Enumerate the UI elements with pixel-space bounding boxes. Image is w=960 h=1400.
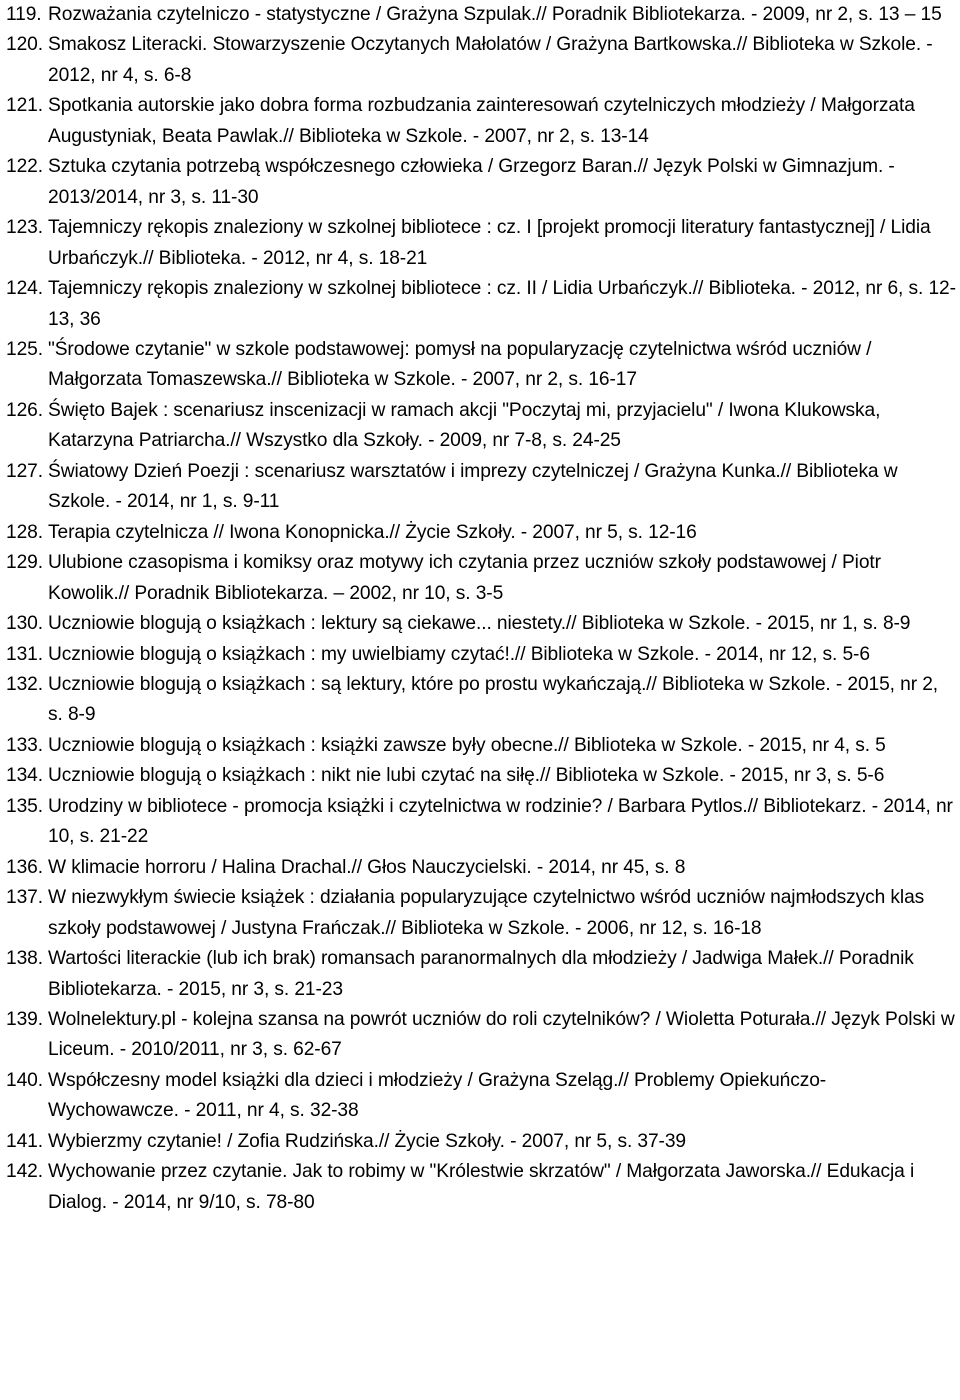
entry-text: Ulubione czasopisma i komiksy oraz motywy ich czytania przez uczniów szkoły podstawowej / Piotr Kowolik.// Poradnik Bibliotekarza. – 2002, nr 10, s. 3-5 bbox=[48, 552, 881, 604]
entry-text: Terapia czytelnicza // Iwona Konopnicka.// Życie Szkoły. - 2007, nr 5, s. 12-16 bbox=[48, 521, 697, 543]
entry-number: 139. bbox=[6, 1008, 43, 1030]
entry-number: 119. bbox=[6, 4, 42, 25]
bibliography-entry bbox=[6, 1005, 956, 1066]
entry-number: 120. bbox=[6, 34, 43, 56]
entry-number: 123. bbox=[6, 217, 43, 239]
bibliography-entry bbox=[6, 883, 956, 944]
bibliography-entry bbox=[6, 944, 956, 1005]
entry-text: "Środowe czytanie" w szkole podstawowej: pomysł na popularyzację czytelnictwa wśród uczniów / Małgorzata Tomaszewska.// Biblioteka w Szkole. - 2007, nr 2, s. 16-17 bbox=[48, 338, 872, 391]
bibliography-entry bbox=[6, 1127, 956, 1157]
bibliography-entry bbox=[6, 518, 956, 548]
entry-number: 141. bbox=[6, 1130, 43, 1152]
entry-text: Smakosz Literacki. Stowarzyszenie Oczytanych Małolatów / Grażyna Bartkowska.// Biblioteka w Szkole. - 2012, nr 4, s. 6-8 bbox=[48, 34, 933, 86]
entry-number: 132. bbox=[6, 673, 43, 695]
entry-text: Urodziny w bibliotece - promocja książki i czytelnictwa w rodzinie? / Barbara Pytlos.// Bibliotekarz. - 2014, nr 10, s. 21-22 bbox=[48, 795, 953, 848]
bibliography-entry bbox=[6, 91, 956, 152]
bibliography-entry bbox=[6, 731, 956, 761]
entry-number: 129. bbox=[6, 552, 43, 574]
bibliography-entry bbox=[6, 853, 956, 883]
bibliography-entry bbox=[6, 640, 956, 670]
bibliography-entry bbox=[6, 670, 956, 731]
bibliography-entry bbox=[6, 0, 956, 30]
entry-text: Tajemniczy rękopis znaleziony w szkolnej bibliotece : cz. I [projekt promocji literatury fantastycznej] / Lidia Urbańczyk.// Biblioteka. - 2012, nr 4, s. 18-21 bbox=[48, 217, 931, 269]
entry-number: 128. bbox=[6, 521, 43, 543]
entry-text: Uczniowie blogują o książkach : nikt nie lubi czytać na siłę.// Biblioteka w Szkole. - 2015, nr 3, s. 5-6 bbox=[48, 765, 885, 787]
entry-number: 130. bbox=[6, 613, 43, 635]
entry-text: Święto Bajek : scenariusz inscenizacji w ramach akcji "Poczytaj mi, przyjacielu" / Iwona Klukowska, Katarzyna Patriarcha.// Wszystko dla Szkoły. - 2009, nr 7-8, s. 24-25 bbox=[48, 399, 881, 452]
entry-text: Wartości literackie (lub ich brak) romansach paranormalnych dla młodzieży / Jadwiga Małek.// Poradnik Bibliotekarza. - 2015, nr 3, s. 21-23 bbox=[48, 948, 914, 1000]
entry-text: Uczniowie blogują o książkach : książki zawsze były obecne.// Biblioteka w Szkole. - 2015, nr 4, s. 5 bbox=[48, 734, 886, 756]
bibliography-entry bbox=[6, 1157, 956, 1218]
entry-number: 131. bbox=[6, 643, 43, 665]
entry-text: Spotkania autorskie jako dobra forma rozbudzania zainteresowań czytelniczych młodzieży / Małgorzata Augustyniak, Beata Pawlak.// Biblioteka w Szkole. - 2007, nr 2, s. 13-14 bbox=[48, 95, 915, 147]
entry-text: Tajemniczy rękopis znaleziony w szkolnej bibliotece : cz. II / Lidia Urbańczyk.// Biblioteka. - 2012, nr 6, s. 12-13, 36 bbox=[48, 278, 956, 330]
entry-number: 133. bbox=[6, 734, 43, 756]
bibliography-entry bbox=[6, 548, 956, 609]
entry-text: Wolnelektury.pl - kolejna szansa na powrót uczniów do roli czytelników? / Wioletta Poturała.// Język Polski w Liceum. - 2010/2011, nr 3, s. 62-67 bbox=[48, 1008, 955, 1061]
bibliography-entry bbox=[6, 30, 956, 91]
entry-text: Rozważania czytelniczo - statystyczne / Grażyna Szpulak.// Poradnik Bibliotekarza. - 2009, nr 2, s. 13 – 15 bbox=[48, 4, 942, 25]
bibliography-entry bbox=[6, 213, 956, 274]
entry-text: Wychowanie przez czytanie. Jak to robimy w "Królestwie skrzatów" / Małgorzata Jaworska.// Edukacja i Dialog. - 2014, nr 9/10, s. 78-80 bbox=[48, 1161, 915, 1213]
bibliography-entry bbox=[6, 335, 956, 396]
bibliography-entry bbox=[6, 761, 956, 791]
entry-text: Światowy Dzień Poezji : scenariusz warsztatów i imprezy czytelniczej / Grażyna Kunka.// Biblioteka w Szkole. - 2014, nr 1, s. 9-11 bbox=[48, 460, 898, 513]
entry-text: Wybierzmy czytanie! / Zofia Rudzińska.// Życie Szkoły. - 2007, nr 5, s. 37-39 bbox=[48, 1130, 686, 1152]
entry-number: 142. bbox=[6, 1161, 43, 1183]
entry-text: Uczniowie blogują o książkach : są lektury, które po prostu wykańczają.// Biblioteka w Szkole. - 2015, nr 2, s. 8-9 bbox=[48, 673, 939, 726]
entry-number: 140. bbox=[6, 1069, 43, 1091]
bibliography-entry bbox=[6, 609, 956, 639]
bibliography-entry bbox=[6, 396, 956, 457]
bibliography-entry bbox=[6, 792, 956, 853]
entry-text: Uczniowie blogują o książkach : lektury są ciekawe... niestety.// Biblioteka w Szkole. - 2015, nr 1, s. 8-9 bbox=[48, 613, 911, 635]
entry-number: 137. bbox=[6, 887, 43, 909]
entry-number: 124. bbox=[6, 278, 43, 300]
entry-number: 135. bbox=[6, 795, 43, 817]
entry-text: W niezwykłym świecie książek : działania popularyzujące czytelnictwo wśród uczniów najmłodszych klas szkoły podstawowej / Justyna Frańczak.// Biblioteka w Szkole. - 2006, nr 12, s. 16-18 bbox=[48, 887, 925, 939]
entry-number: 136. bbox=[6, 856, 43, 878]
entry-number: 138. bbox=[6, 948, 43, 970]
bibliography-entry bbox=[6, 152, 956, 213]
bibliography-entry bbox=[6, 457, 956, 518]
entry-number: 127. bbox=[6, 460, 43, 482]
entry-number: 126. bbox=[6, 399, 43, 421]
entry-number: 121. bbox=[6, 95, 43, 117]
entry-number: 122. bbox=[6, 156, 43, 178]
entry-number: 125. bbox=[6, 338, 43, 360]
entry-text: W klimacie horroru / Halina Drachal.// Głos Nauczycielski. - 2014, nr 45, s. 8 bbox=[48, 856, 686, 878]
bibliography-entry bbox=[6, 274, 956, 335]
entry-number: 134. bbox=[6, 765, 43, 787]
bibliography-entry bbox=[6, 1066, 956, 1127]
entry-text: Uczniowie blogują o książkach : my uwielbiamy czytać!.// Biblioteka w Szkole. - 2014, nr 12, s. 5-6 bbox=[48, 643, 870, 665]
entry-text: Współczesny model książki dla dzieci i młodzieży / Grażyna Szeląg.// Problemy Opiekuńczo-Wychowawcze. - 2011, nr 4, s. 32-38 bbox=[48, 1069, 827, 1122]
entry-text: Sztuka czytania potrzebą współczesnego człowieka / Grzegorz Baran.// Język Polski w Gimnazjum. - 2013/2014, nr 3, s. 11-30 bbox=[48, 156, 895, 208]
